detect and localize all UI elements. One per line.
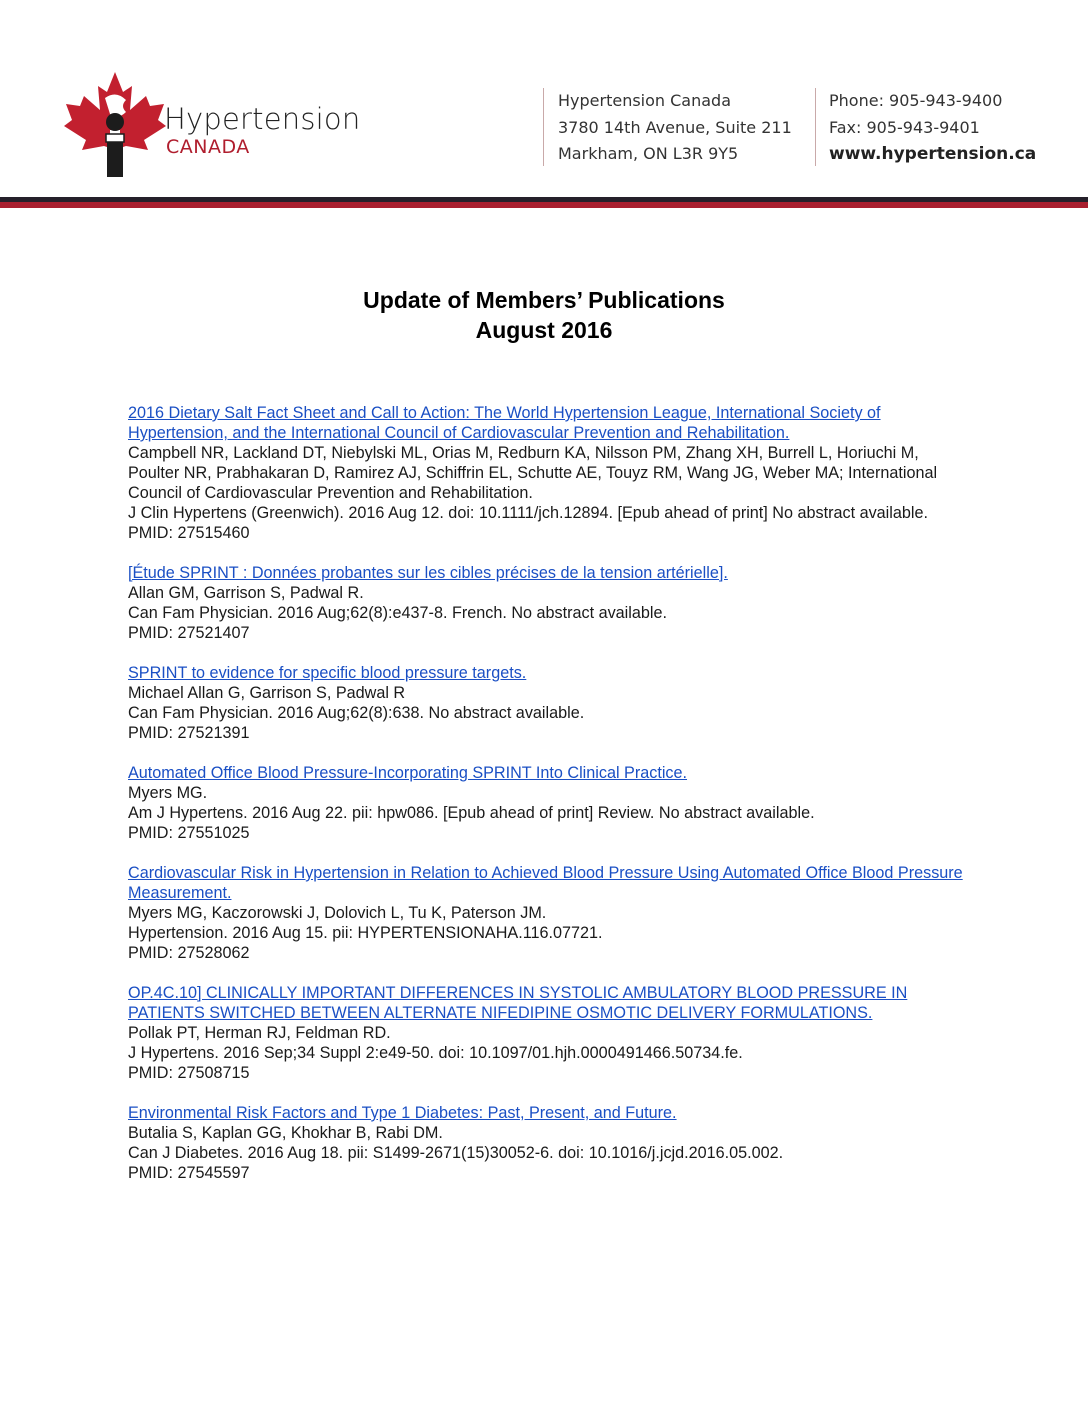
publication-pmid: PMID: 27515460	[128, 524, 250, 542]
address-block	[543, 88, 792, 166]
maple-leaf-icon	[60, 70, 170, 180]
phone-number: Phone: 905-943-9400	[829, 91, 1003, 110]
logo-subtitle: CANADA	[166, 136, 250, 158]
publication-citation: J Clin Hypertens (Greenwich). 2016 Aug 12. doi: 10.1111/jch.12894. [Epub ahead of print] No abstract available.	[128, 504, 928, 522]
org-name: Hypertension Canada	[558, 91, 732, 110]
publication-title-link[interactable]: Automated Office Blood Pressure-Incorporating SPRINT Into Clinical Practice.	[128, 764, 688, 782]
publication-citation: Can Fam Physician. 2016 Aug;62(8):638. No abstract available.	[128, 704, 585, 722]
publication-pmid: PMID: 27521391	[128, 724, 250, 742]
publication-title-link[interactable]: [Étude SPRINT : Données probantes sur les cibles précises de la tension artérielle].	[128, 564, 728, 582]
publication-citation: J Hypertens. 2016 Sep;34 Suppl 2:e49-50. doi: 10.1097/01.hjh.0000491466.50734.fe.	[128, 1044, 743, 1062]
publication-entry	[128, 663, 968, 743]
publication-pmid: PMID: 27508715	[128, 1064, 250, 1082]
publication-authors: Allan GM, Garrison S, Padwal R.	[128, 584, 364, 602]
publication-citation: Hypertension. 2016 Aug 15. pii: HYPERTENSIONAHA.116.07721.	[128, 924, 603, 942]
publication-entry	[128, 403, 968, 543]
page-title	[0, 285, 1088, 345]
title-line: Update of Members’ Publications	[363, 287, 725, 313]
publication-authors: Butalia S, Kaplan GG, Khokhar B, Rabi DM.	[128, 1124, 443, 1142]
contact-block	[815, 88, 1036, 166]
city-postal: Markham, ON L3R 9Y5	[558, 144, 739, 163]
publication-title-link[interactable]: Environmental Risk Factors and Type 1 Diabetes: Past, Present, and Future.	[128, 1104, 677, 1122]
publication-entry	[128, 563, 968, 643]
publication-pmid: PMID: 27521407	[128, 624, 250, 642]
publication-entry	[128, 863, 968, 963]
publication-authors: Myers MG, Kaczorowski J, Dolovich L, Tu K, Paterson JM.	[128, 904, 547, 922]
publication-entry	[128, 1103, 968, 1183]
header-divider-red	[0, 202, 1088, 208]
publication-authors: Campbell NR, Lackland DT, Niebylski ML, Orias M, Redburn KA, Nilsson PM, Zhang XH, Burrell L, Horiuchi M, Poulter NR, Prabhakaran D, Ramirez AJ, Schiffrin EL, Schutte AE, Touyz RM, Wang JG, Weber MA; International Council of Cardiovascular Prevention and Rehabilitation.	[128, 444, 938, 502]
publication-pmid: PMID: 27528062	[128, 944, 250, 962]
publication-authors: Myers MG.	[128, 784, 208, 802]
publication-pmid: PMID: 27551025	[128, 824, 250, 842]
website-link[interactable]: www.hypertension.ca	[829, 144, 1037, 164]
publication-citation: Can J Diabetes. 2016 Aug 18. pii: S1499-2671(15)30052-6. doi: 10.1016/j.jcjd.2016.05.002.	[128, 1144, 784, 1162]
publication-citation: Am J Hypertens. 2016 Aug 22. pii: hpw086. [Epub ahead of print] Review. No abstract available.	[128, 804, 815, 822]
hypertension-canada-logo	[60, 70, 361, 180]
publication-title-link[interactable]: Cardiovascular Risk in Hypertension in Relation to Achieved Blood Pressure Using Automated Office Blood Pressure Measurement.	[128, 864, 963, 902]
street-address: 3780 14th Avenue, Suite 211	[558, 117, 792, 137]
title-date: August 2016	[475, 317, 613, 343]
publication-title-link[interactable]: OP.4C.10] CLINICALLY IMPORTANT DIFFERENCES IN SYSTOLIC AMBULATORY BLOOD PRESSURE IN PATIENTS SWITCHED BETWEEN ALTERNATE NIFEDIPINE OSMOTIC DELIVERY FORMULATIONS.	[128, 984, 908, 1022]
publication-pmid: PMID: 27545597	[128, 1164, 250, 1182]
fax-number: Fax: 905-943-9401	[829, 117, 980, 137]
publication-list	[128, 403, 968, 1203]
publication-title-link[interactable]: 2016 Dietary Salt Fact Sheet and Call to Action: The World Hypertension League, International Society of Hypertension, and the International Council of Cardiovascular Prevention and Rehabilitation.	[128, 404, 881, 442]
publication-authors: Michael Allan G, Garrison S, Padwal R	[128, 684, 406, 702]
publication-authors: Pollak PT, Herman RJ, Feldman RD.	[128, 1024, 391, 1042]
publication-title-link[interactable]: SPRINT to evidence for specific blood pressure targets.	[128, 664, 527, 682]
logo-wordmark: Hypertension	[164, 102, 361, 136]
publication-entry	[128, 763, 968, 843]
publication-citation: Can Fam Physician. 2016 Aug;62(8):e437-8. French. No abstract available.	[128, 604, 667, 622]
publication-entry	[128, 983, 968, 1083]
